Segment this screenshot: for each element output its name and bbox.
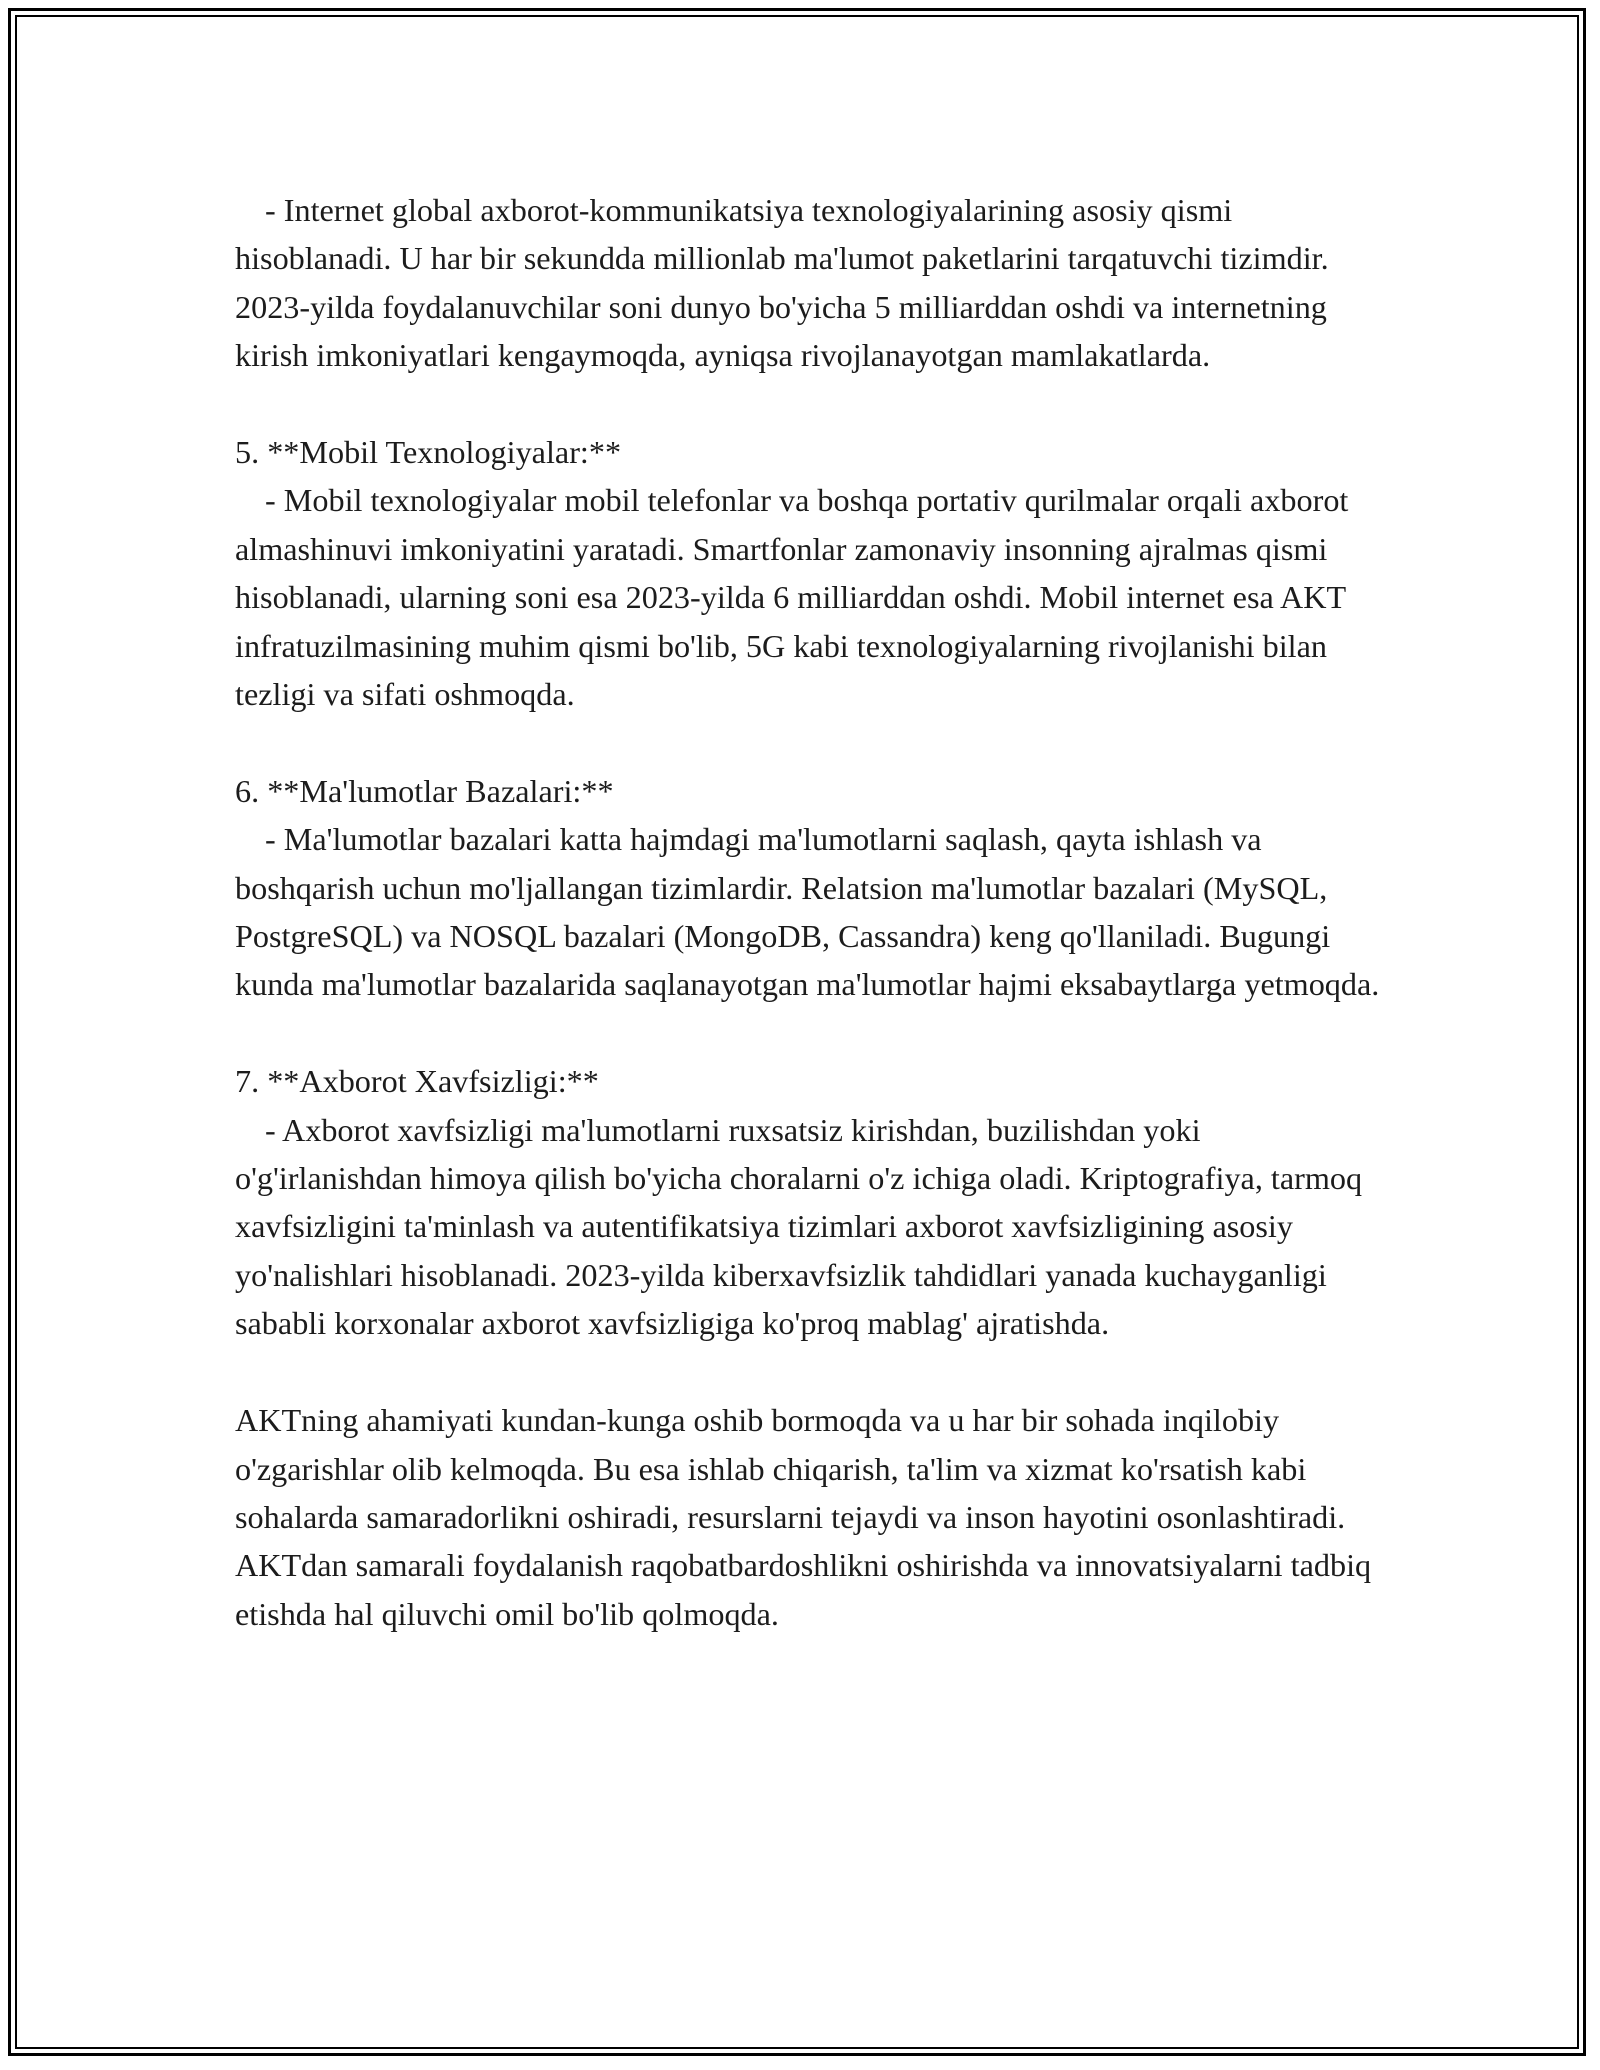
paragraph-conclusion	[235, 1396, 1395, 1638]
document-body	[235, 186, 1395, 1638]
section-heading: 7. **Axborot Xavfsizligi:**	[235, 1063, 599, 1100]
paragraph-text: - Mobil texnologiyalar mobil telefonlar va boshqa portativ qurilmalar orqali axborot almashinuvi imkoniyatini yaratadi. Smartfonlar zamonaviy insonning ajralmas qismi hisoblanadi, ularning soni esa 2023-yilda 6 milliarddan oshdi. Mobil internet esa AKT infratuzilmasining muhim qismi bo'lib, 5G kabi texnologiyalarning rivojlanishi bilan tezligi va sifati oshmoqda.	[235, 482, 1349, 713]
paragraph-internet	[235, 186, 1395, 380]
paragraph-text: - Axborot xavfsizligi ma'lumotlarni ruxsatsiz kirishdan, buzilishdan yoki o'g'irlanishdan himoya qilish bo'yicha choralarni o'z ichiga oladi. Kriptografiya, tarmoq xavfsizligini ta'minlash va autentifikatsiya tizimlari axborot xavfsizligining asosiy yo'nalishlari hisoblanadi. 2023-yilda kiberxavfsizlik tahdidlari yanada kuchayganligi sababli korxonalar axborot xavfsizligiga ko'proq mablag' ajratishda.	[235, 1111, 1363, 1342]
paragraph-text: - Ma'lumotlar bazalari katta hajmdagi ma'lumotlarni saqlash, qayta ishlash va boshqarish uchun mo'ljallangan tizimlardir. Relatsion ma'lumotlar bazalari (MySQL, PostgreSQL) va NOSQL bazalari (MongoDB, Cassandra) keng qo'llaniladi. Bugungi kunda ma'lumotlar bazalarida saqlanayotgan ma'lumotlar hajmi eksabaytlarga yetmoqda.	[235, 821, 1380, 1003]
paragraph-text: AKTning ahamiyati kundan-kunga oshib bormoqda va u har bir sohada inqilobiy o'zgarishlar olib kelmoqda. Bu esa ishlab chiqarish, ta'lim va xizmat ko'rsatish kabi sohalarda samaradorlikni oshiradi, resurslarni tejaydi va inson hayotini osonlashtiradi. AKTdan samarali foydalanish raqobatbardoshlikni oshirishda va innovatsiyalarni tadbiq etishda hal qiluvchi omil bo'lib qolmoqda.	[235, 1402, 1372, 1632]
section-information-security	[235, 1057, 1395, 1347]
section-heading: 6. **Ma'lumotlar Bazalari:**	[235, 772, 614, 809]
paragraph-text: - Internet global axborot-kommunikatsiya texnologiyalarining asosiy qismi hisoblanadi. U har bir sekundda millionlab ma'lumot paketlarini tarqatuvchi tizimdir. 2023-yilda foydalanuvchilar soni dunyo bo'yicha 5 milliarddan oshdi va internetning kirish imkoniyatlari kengaymoqda, ayniqsa rivojlanayotgan mamlakatlarda.	[235, 192, 1329, 374]
section-mobile-technologies	[235, 428, 1395, 718]
section-heading: 5. **Mobil Texnologiyalar:**	[235, 434, 622, 471]
section-databases	[235, 767, 1395, 1009]
